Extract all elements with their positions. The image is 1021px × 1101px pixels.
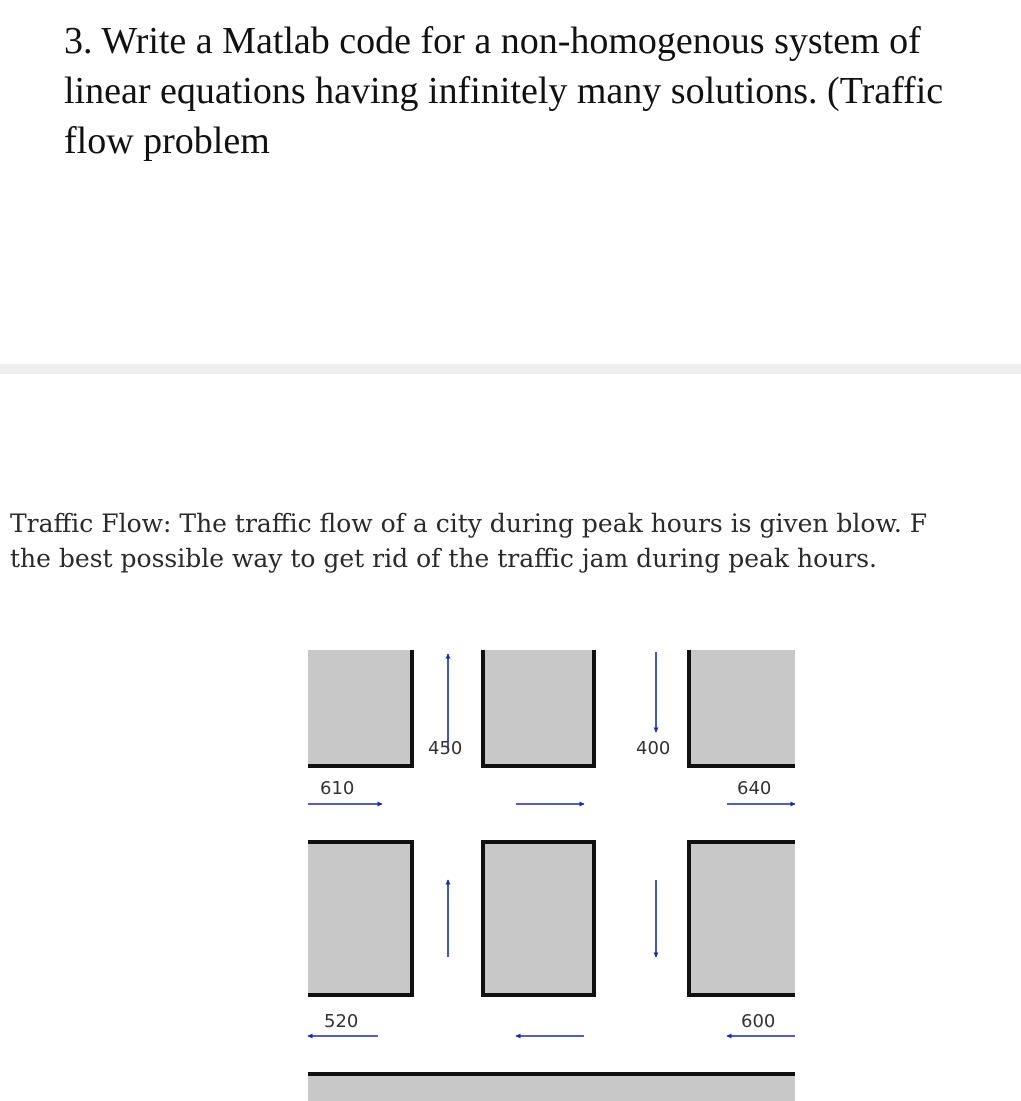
problem-statement-line-1: Traffic Flow: The traffic flow of a city during peak hours is given blow. F <box>10 509 928 538</box>
city-block-top-right <box>689 650 795 766</box>
flow-label-north-up-left: 450 <box>428 738 463 759</box>
question-text: 3. Write a Matlab code for a non-homogenous system of linear equations having infinitely many solutions. (Traffic flow problem <box>64 20 944 162</box>
flow-label-west-in-top: 610 <box>320 778 355 799</box>
city-block-middle-left <box>308 842 412 995</box>
flow-label-east-out-top: 640 <box>737 778 772 799</box>
problem-excerpt <box>0 372 1021 1101</box>
traffic-flow-diagram <box>0 372 1021 1101</box>
city-block-middle-right <box>689 842 795 995</box>
problem-statement-line-2: the best possible way to get rid of the traffic jam during peak hours. <box>10 544 878 573</box>
city-block-bottom <box>308 1074 795 1101</box>
flow-label-north-down-right: 400 <box>636 738 671 759</box>
city-block-top-middle <box>483 650 594 766</box>
city-block-middle-center <box>483 842 594 995</box>
flow-label-east-in-bottom: 600 <box>741 1011 776 1032</box>
flow-label-west-out-bottom: 520 <box>324 1011 359 1032</box>
city-block-top-left <box>308 650 412 766</box>
